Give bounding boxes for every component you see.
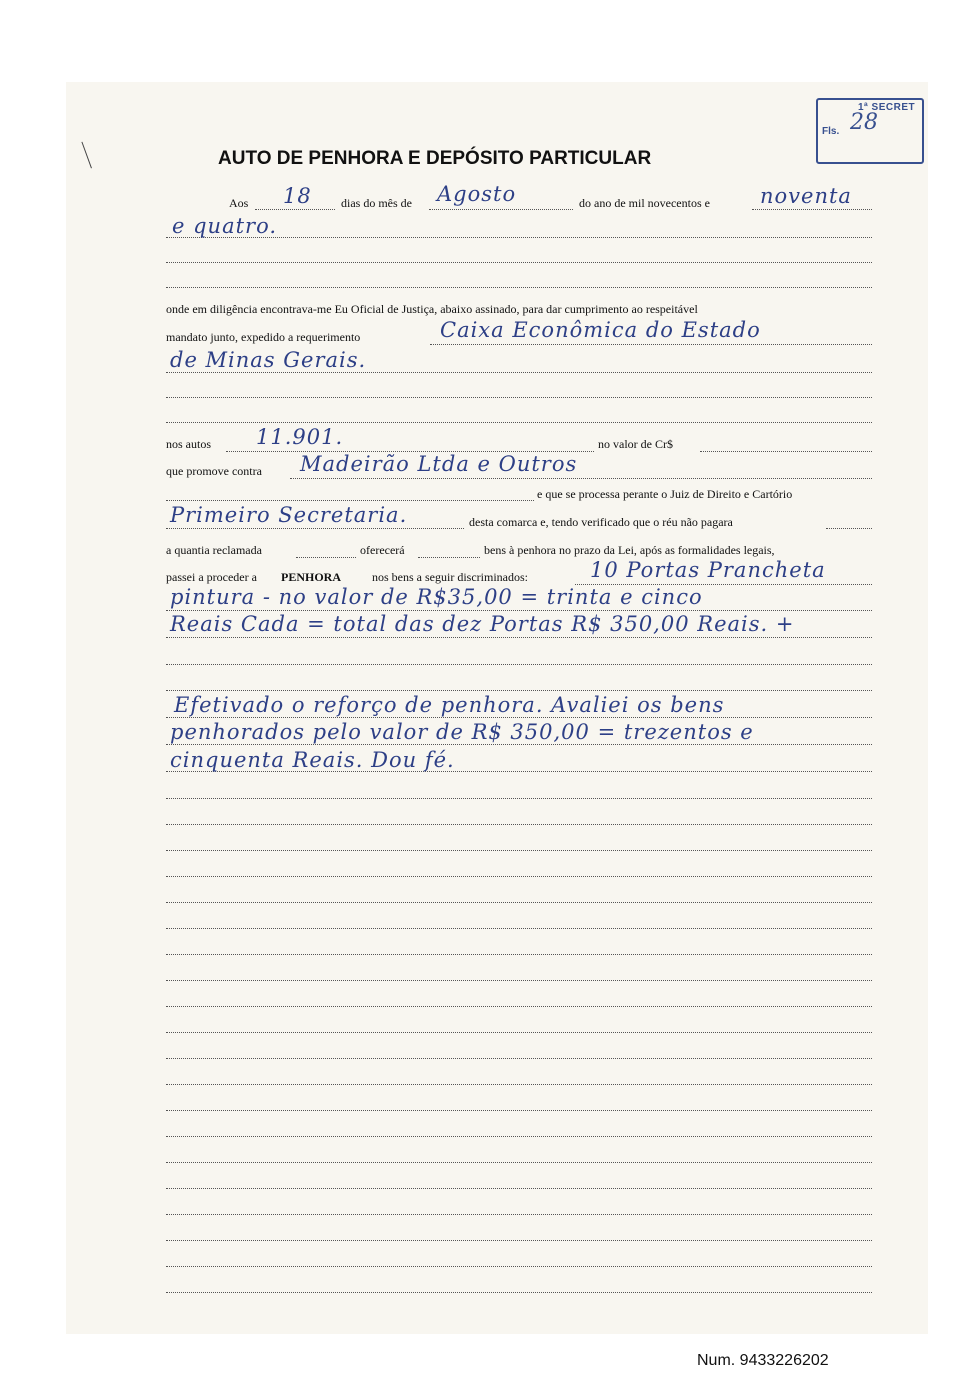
label-que-promove: que promove contra [166,464,262,478]
hw-goods-3: Reais Cada = total das dez Portas R$ 350,00 Reais. + [170,612,795,636]
label-passei-a: passei a proceder a [166,570,257,584]
hw-year-2: e quatro. [172,214,278,238]
hw-goods-1: 10 Portas Prancheta [590,558,826,582]
hw-case-number: 11.901. [256,425,344,449]
secretary-stamp [816,98,924,164]
page-title: AUTO DE PENHORA E DEPÓSITO PARTICULAR [218,148,652,169]
label-mandato: mandato junto, expedido a requerimento [166,330,361,344]
label-e-que-se: e que se processa perante o Juiz de Direito e Cartório [537,487,793,501]
label-a-quantia: a quantia reclamada [166,543,262,557]
label-penhora: PENHORA [281,570,341,584]
label-do-ano: do ano de mil novecentos e [579,196,710,210]
hw-cartorio: Primeiro Secretaria. [170,503,408,527]
hw-defendant: Madeirão Ltda e Outros [300,452,578,476]
document-number: Num. 9433226202 [697,1352,829,1369]
label-onde-em: onde em diligência encontrava-me Eu Oficial de Justiça, abaixo assinado, para dar cumprimento ao respeitável [166,302,698,316]
label-nos-autos: nos autos [166,437,211,451]
label-nos-bens: nos bens a seguir discriminados: [372,570,528,584]
stamp-number: 28 [850,110,878,135]
label-aos: Aos [229,196,249,210]
hw-note-2: penhorados pelo valor de R$ 350,00 = trezentos e [170,720,754,744]
label-oferecera: oferecerá [360,543,405,557]
hw-goods-2: pintura - no valor de R$35,00 = trinta e cinco [170,585,703,609]
hw-requester-2: de Minas Gerais. [170,348,367,372]
label-bens-a-penhora: bens à penhora no prazo da Lei, após as formalidades legais, [484,543,775,557]
label-no-valor: no valor de Cr$ [598,437,673,451]
hw-note-3: cinquenta Reais. Dou fé. [170,748,455,772]
stamp-line1: 1ª SECRET [858,102,916,113]
hw-month: Agosto [437,182,517,206]
hw-year-1: noventa [760,184,852,208]
label-dias: dias do mês de [341,196,412,210]
label-desta-comarca: desta comarca e, tendo verificado que o réu não pagara [469,515,733,529]
hw-note-1: Efetivado o reforço de penhora. Avaliei os bens [174,693,725,717]
stamp-line2: Fls. [822,126,840,137]
hw-day: 18 [283,184,312,208]
hw-requester-1: Caixa Econômica do Estado [440,318,761,342]
